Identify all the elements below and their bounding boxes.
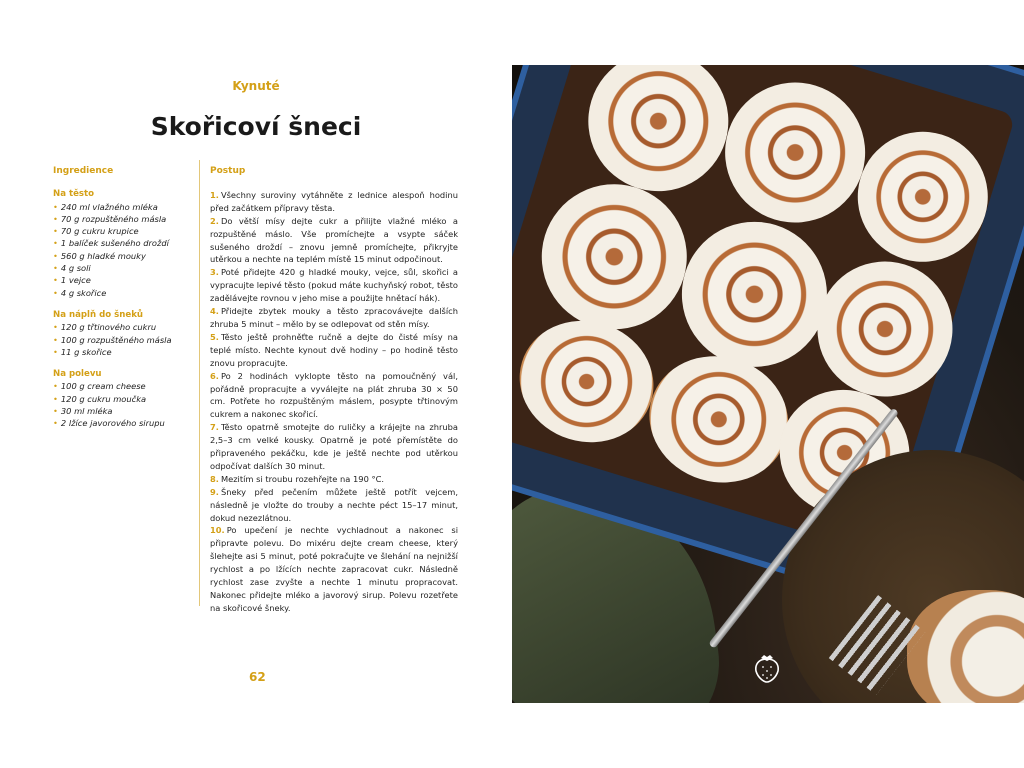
- step-text: Těsto opatrně smotejte do ruličky a krájejte na zhruba 2,5–3 cm velké kousky. Opatrně je poté přemístěte do připraveného pekáčku, kde je ještě nechte pod utěrkou odpočívat dalších 30 minut.: [210, 422, 458, 471]
- step-text: Do větší mísy dejte cukr a přilijte vlažné mléko a rozpuštěné máslo. Vše promíchejte a vsypte sáček sušeného droždí – znovu jemně promíchejte, přikryjte utěrkou a nechte na teplém místě 15 minut odpočinout.: [210, 215, 458, 265]
- cinnamon-roll: [842, 116, 1004, 278]
- ingredient-group-heading: Na polevu: [53, 369, 102, 380]
- column-divider: [199, 160, 200, 606]
- procedure-step: [210, 266, 458, 305]
- ingredient-item: • 560 g hladké mouky: [53, 250, 193, 262]
- step-number: 6.: [210, 370, 219, 381]
- ingredient-item: • 120 g cukru moučka: [53, 393, 193, 405]
- ingredient-list: [53, 380, 193, 429]
- ingredient-item: • 11 g skořice: [53, 346, 193, 358]
- cinnamon-roll: [512, 304, 669, 458]
- procedure-step: [210, 370, 458, 422]
- step-text: Všechny suroviny vytáhněte z lednice alespoň hodinu před začátkem přípravy těsta.: [210, 189, 458, 213]
- procedure-step: [210, 524, 458, 614]
- ingredient-item: • 70 g cukru krupice: [53, 225, 193, 237]
- step-number: 1.: [210, 189, 219, 200]
- procedure-step: [210, 486, 458, 525]
- cinnamon-roll: [664, 204, 845, 385]
- ingredient-item: • 30 ml mléka: [53, 405, 193, 417]
- procedure-column: [210, 165, 458, 615]
- procedure-step: [210, 215, 458, 267]
- step-number: 10.: [210, 525, 225, 536]
- step-text: Poté přidejte 420 g hladké mouky, vejce, sůl, skořici a vypracujte lepivé těsto (pokud máte kuchyňský robot, těsto zadělávejte rovnou v jeho mise a použijte hnětací hák).: [210, 267, 458, 304]
- step-text: Po 2 hodinách vyklopte těsto na pomoučněný vál, pořádně propracujte a vyválejte na plát zhruba 30 × 50 cm. Potřete ho rozpuštěným máslem, posypte třtinovým cukrem a nakonec skořicí.: [210, 370, 458, 420]
- ingredient-groups: [53, 188, 193, 429]
- step-number: 2.: [210, 215, 219, 226]
- ingredients-heading: Ingredience: [53, 166, 114, 176]
- step-number: 4.: [210, 306, 219, 317]
- ingredient-item: • 240 ml vlažného mléka: [53, 201, 193, 213]
- step-text: Šneky před pečením můžete ještě potřít vejcem, následně je vložte do trouby a nechte péct 15–17 minut, dokud nezezlátnou.: [210, 486, 458, 523]
- ingredient-item: • 4 g skořice: [53, 287, 193, 299]
- step-number: 8.: [210, 473, 219, 484]
- cinnamon-roll: [524, 166, 705, 347]
- ingredient-group-heading: Na náplň do šneků: [53, 309, 144, 320]
- recipe-photo: [512, 65, 1024, 703]
- step-text: Po upečení je nechte vychladnout a nakonec si připravte polevu. Do mixéru dejte cream cheese, který šlehejte asi 5 minut, poté pokračujte ve šlehání na nejnižší rychlost a po lžících nechte zapracovat cukr. Následně rychlost zase zvyšte a nechte 1 minutu propracovat. Nakonec přidejte mléko a javorový sirup. Polevu rozetřete na skořicové šneky.: [210, 525, 458, 613]
- strawberry-logo-icon: [752, 650, 782, 684]
- ingredient-item: • 1 vejce: [53, 274, 193, 286]
- ingredient-item: • 100 g cream cheese: [53, 380, 193, 392]
- procedure-step: [210, 305, 458, 331]
- procedure-heading: Postup: [210, 166, 246, 176]
- cinnamon-roll: [801, 245, 970, 414]
- step-number: 7.: [210, 422, 219, 433]
- ingredient-group: [53, 188, 193, 299]
- ingredient-item: • 70 g rozpuštěného másla: [53, 213, 193, 225]
- page-number: 62: [249, 670, 266, 684]
- ingredient-group-heading: Na těsto: [53, 189, 95, 200]
- ingredient-item: • 2 lžíce javorového sirupu: [53, 417, 193, 429]
- step-text: Mezitím si troubu rozehřejte na 190 °C.: [220, 473, 385, 484]
- ingredient-group: [53, 368, 193, 429]
- procedure-step: [210, 421, 458, 473]
- procedure-step: [210, 473, 458, 486]
- recipe-title: Skořicoví šneci: [150, 112, 362, 141]
- ingredient-item: • 120 g třtinového cukru: [53, 321, 193, 333]
- procedure-step: [210, 189, 458, 215]
- procedure-steps: [210, 189, 458, 615]
- ingredient-item: • 100 g rozpuštěného másla: [53, 334, 193, 346]
- ingredient-item: • 4 g soli: [53, 262, 193, 274]
- ingredient-group: [53, 309, 193, 358]
- cinnamon-roll: [708, 65, 883, 240]
- category-label: Kynuté: [232, 79, 280, 93]
- cinnamon-roll: [634, 339, 804, 499]
- step-text: Přidejte zbytek mouky a těsto zpracovávejte dalších zhruba 5 minut – mělo by se odlepovat od stěn mísy.: [210, 306, 458, 329]
- step-number: 5.: [210, 331, 219, 342]
- step-number: 9.: [210, 486, 219, 497]
- step-text: Těsto ještě prohněťte ručně a dejte do čisté mísy na teplé místo. Nechte kynout dvě hodiny – po hodině těsto znovu propracujte.: [210, 331, 458, 368]
- ingredient-list: [53, 321, 193, 358]
- procedure-step: [210, 331, 458, 370]
- ingredient-item: • 1 balíček sušeného droždí: [53, 237, 193, 249]
- step-number: 3.: [210, 267, 219, 278]
- ingredient-list: [53, 201, 193, 299]
- ingredients-column: [53, 165, 193, 430]
